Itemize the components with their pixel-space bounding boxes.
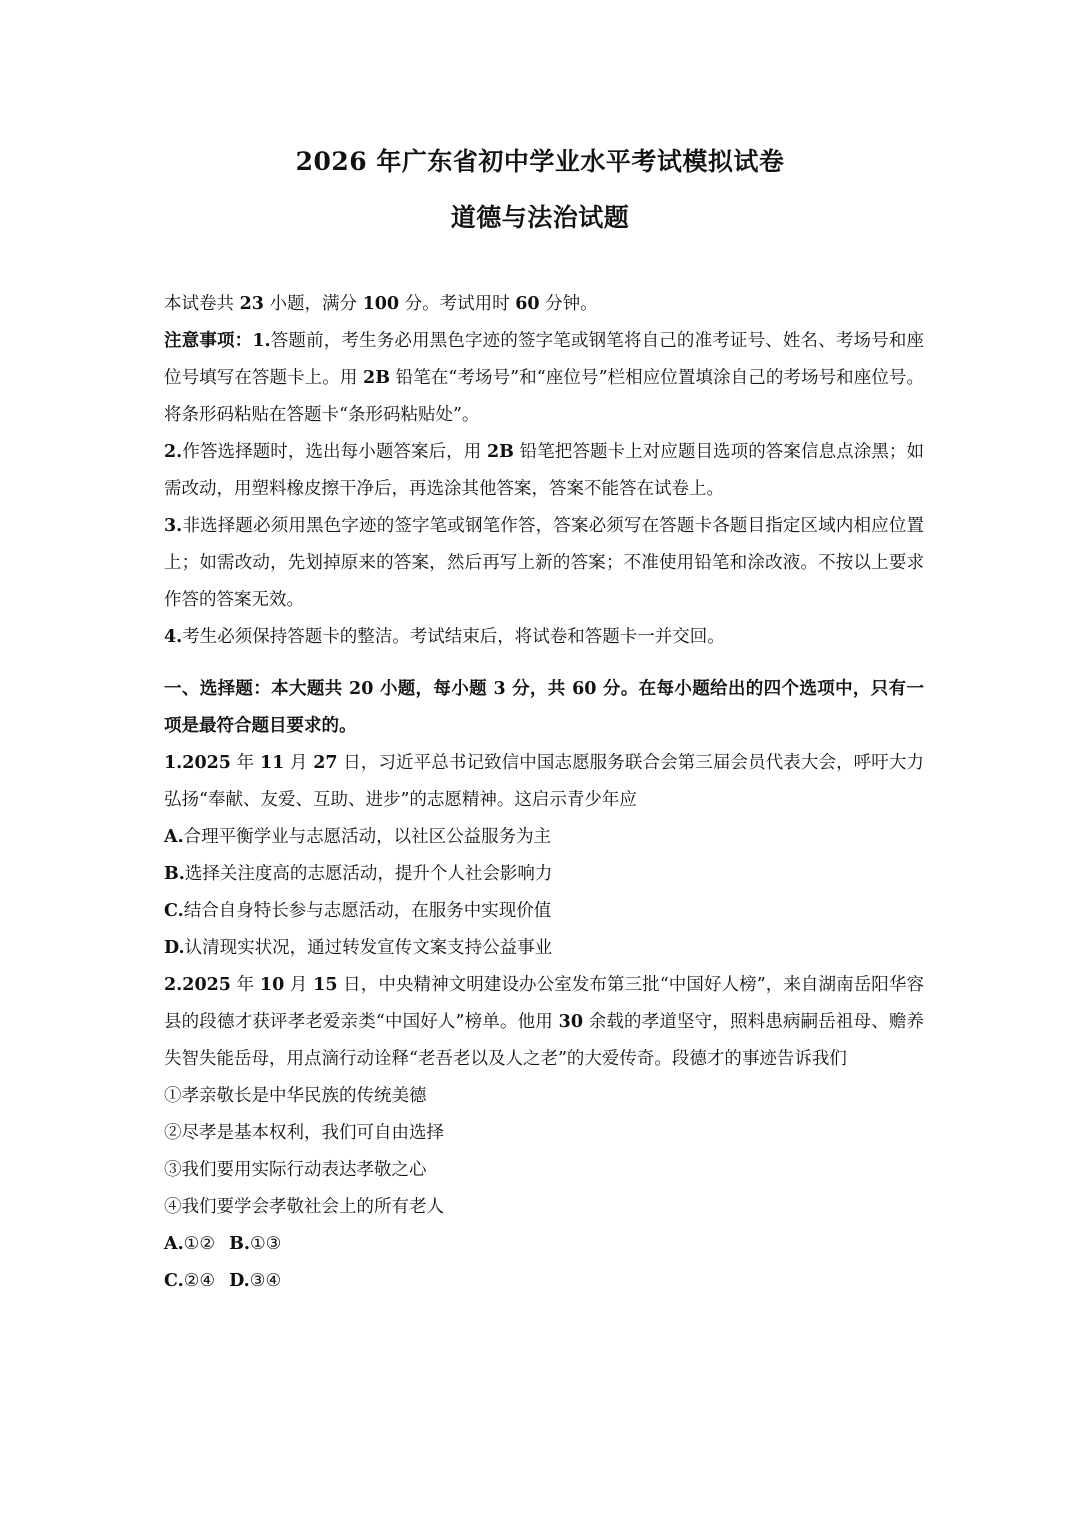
question-2-statement-1: ①孝亲敬长是中华民族的传统美德 [164, 1086, 427, 1106]
intro-text-4: 分钟。 [539, 294, 598, 314]
exam-subject-title: 道德与法治试题 [450, 203, 630, 232]
option-label: B. [229, 1234, 250, 1254]
question-1-option-b [164, 856, 924, 893]
option-text: 认清现实状况，通过转发宣传文案支持公益事业 [184, 938, 553, 958]
intro-text-2: 小题，满分 [263, 294, 363, 314]
years-count: 30 [558, 1012, 584, 1032]
question-count: 23 [239, 294, 264, 314]
question-number: 2. [164, 975, 183, 995]
note-text-3: 非选择题必须用黑色字迹的签字笔或钢笔作答，答案必须写在答题卡各题目指定区域内相应位置上；如需改动，先划掉原来的答案，然后再写上新的答案；不准使用铅笔和涂改液。不按以上要求作答的答案无效。 [164, 516, 924, 610]
note-text-4: 考生必须保持答题卡的整洁。考试结束后，将试卷和答题卡一并交回。 [182, 627, 725, 647]
question-2-options-row-2 [164, 1263, 924, 1300]
intro-text-1: 本试卷共 [164, 294, 240, 314]
exam-title: 2026 年广东省初中学业水平考试模拟试卷 [295, 147, 785, 176]
question-month: 10 [259, 975, 285, 995]
note-text-1a: 答题前，考生务必用黑色字迹的签字笔或钢笔将自己的准考证号、姓名、考场号和座位号填写在答题卡上。用 [164, 331, 925, 388]
question-2-statement-3: ③我们要用实际行动表达孝敬之心 [164, 1160, 427, 1180]
option-text: 选择关注度高的志愿活动，提升个人社会影响力 [184, 864, 553, 884]
option-label: C. [164, 901, 184, 921]
question-1-option-a [164, 819, 924, 856]
question-1-stem [164, 745, 924, 819]
question-year: 2025 [182, 975, 231, 995]
intro-text-3: 分。考试用时 [399, 294, 516, 314]
option-text: ①② [183, 1234, 216, 1254]
question-number: 1. [164, 753, 183, 773]
question-text: 月 [284, 975, 314, 995]
question-text: 日，中央精神文明建设办公室发布第三批“中国好人榜”，来自湖南岳阳华容县的段德才获评孝老爱亲类“中国好人”榜单。他用 [164, 975, 924, 1032]
option-label: C. [164, 1271, 184, 1291]
note-text-1b: 铅笔在“考场号”和“座位号”栏相应位置填涂自己的考场号和座位号。将条形码粘贴在答题卡“条形码粘贴处”。 [164, 368, 924, 425]
note-number-1: 1. [252, 331, 271, 351]
option-text: ①③ [249, 1234, 282, 1254]
option-label: A. [164, 827, 184, 847]
question-text: 日，习近平总书记致信中国志愿服务联合会第三届会员代表大会，呼吁大力弘扬“奉献、友爱、互助、进步”的志愿精神。这启示青少年应 [164, 753, 924, 810]
note-item-3 [164, 508, 924, 619]
question-2-options-row-1 [164, 1226, 924, 1263]
option-text: ②④ [183, 1271, 216, 1291]
note-text-2b: 铅笔把答题卡上对应题目选项的答案信息点涂黑；如需改动，用塑料橡皮擦干净后，再选涂其他答案，答案不能答在试卷上。 [164, 442, 924, 499]
full-score: 100 [362, 294, 400, 314]
section-heading: 一、选择题：本大题共 20 小题，每小题 3 分，共 60 分。在每小题给出的四个选项中，只有一项是最符合题目要求的。 [164, 679, 924, 736]
option-text: ③④ [249, 1271, 282, 1291]
option-label: D. [164, 938, 185, 958]
option-text: 结合自身特长参与志愿活动，在服务中实现价值 [183, 901, 552, 921]
pencil-grade: 2B [486, 442, 514, 462]
question-1-option-c [164, 893, 924, 930]
question-day: 15 [313, 975, 338, 995]
option-label: A. [164, 1234, 184, 1254]
exam-content [164, 286, 924, 1300]
question-text: 月 [284, 753, 314, 773]
exam-minutes: 60 [515, 294, 540, 314]
notes-label: 注意事项： [164, 331, 253, 351]
spacer [164, 656, 924, 671]
question-2-statement-4: ④我们要学会孝敬社会上的所有老人 [164, 1197, 444, 1217]
question-text: 年 [231, 975, 260, 995]
question-day: 27 [313, 753, 338, 773]
question-year: 2025 [182, 753, 231, 773]
question-text: 余载的孝道坚守，照料患病嗣岳祖母、赡养失智失能岳母，用点滴行动诠释“老吾老以及人之老”的大爱传奇。段德才的事迹告诉我们 [164, 1012, 924, 1069]
note-number-4: 4. [164, 627, 183, 647]
option-label: D. [229, 1271, 250, 1291]
note-text-2a: 作答选择题时，选出每小题答案后，用 [182, 442, 487, 462]
pencil-grade: 2B [363, 368, 391, 388]
question-text: 年 [231, 753, 260, 773]
note-item-4 [164, 619, 924, 656]
question-2-statement-2: ②尽孝是基本权利，我们可自由选择 [164, 1123, 444, 1143]
note-number-3: 3. [164, 516, 183, 536]
note-item-1 [164, 323, 924, 434]
question-month: 11 [259, 753, 285, 773]
intro-line [164, 286, 924, 323]
option-text: 合理平衡学业与志愿活动，以社区公益服务为主 [183, 827, 552, 847]
note-number-2: 2. [164, 442, 183, 462]
question-1-option-d [164, 930, 924, 967]
question-2-stem [164, 967, 924, 1078]
option-label: B. [164, 864, 185, 884]
note-item-2 [164, 434, 924, 508]
